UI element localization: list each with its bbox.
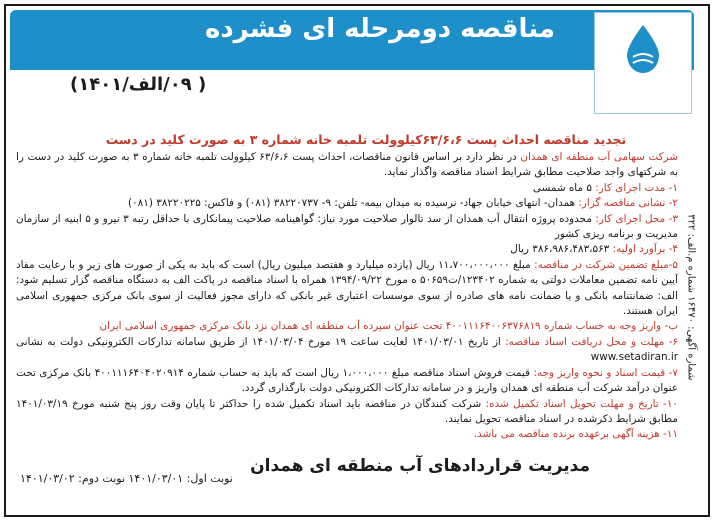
- paragraph-lead: شرکت سهامی آب منطقه ای همدان: [520, 151, 678, 163]
- side-note-text: شماره آگهی: ۱۶۴۷۰ شماره م.الف: ۳۲۲: [685, 214, 697, 381]
- tender-number: ( ۰۹/الف/۱۴۰۱): [70, 74, 207, 95]
- paragraph-text: مبلغ ۱۱،۷۰۰،۰۰۰،۰۰۰ ریال (یازده میلیارد و هفتصد میلیون ریال) است که باید به یکی از صورت های زیر و با رعایت مفاد آیین نامه تضمین معاملات دولتی به شماره ۱۲۳۴۰۲/ت۵۰۶۵۹ ه مورخ ۱۳۹۴/۰۹/۲۲ همراه با اسناد مناقصه در پاکت الف به دستگاه مناقصه گزار تسلیم شود: الف: ضمانتنامه بانکی و یا ضمانت نامه های صادره از سوی موسسات اعتباری غیر بانکی که دارای مجوز فعالیت از سوی بانک مرکزی جمهوری اسلامی ایران هستند.: [16, 258, 679, 318]
- organization-logo: [594, 12, 692, 114]
- ad-paragraph: [16, 319, 678, 334]
- paragraph-lead: ب- واریز وجه به حساب شماره ۴۰۰۱۱۱۶۴۰۰۶۳۷۶۸۱۹ تحت عنوان سپرده آب منطقه ای همدان نزد بانک مرکزی جمهوری اسلامی ایران: [99, 320, 678, 333]
- paragraph-lead: ۷- قیمت اسناد و نحوه واریز وجه:: [533, 366, 678, 379]
- ad-paragraph: [16, 397, 678, 428]
- ad-paragraph: [16, 212, 678, 243]
- paragraph-text: محدوده پروژه انتقال آب همدان از سد تالوار صلاحیت مورد نیاز: گواهینامه صلاحیت پیمانکاری با حداقل رتبه ۳ نیرو و ۵ ابنیه از سازمان مدیریت و برنامه ریزی کشور: [16, 212, 678, 241]
- footer-title: مدیریت قراردادهای آب منطقه ای همدان: [250, 456, 590, 476]
- ad-paragraph: [16, 335, 678, 366]
- paragraph-lead: ۵-مبلغ تضمین شرکت در مناقصه:: [534, 258, 678, 271]
- paragraph-text: ۵ ماه شمسی: [532, 181, 596, 194]
- water-drop-icon: [621, 23, 665, 75]
- paragraph-text: ۳۸۶،۹۸۶،۴۸۳،۵۶۳ ریال: [510, 243, 613, 256]
- tender-heading: تجدید مناقصه احداث پست ۶۳/۶،۶کیلوولت تلمبه خانه شماره ۳ به صورت کلید در دست: [105, 132, 627, 147]
- ad-paragraph: [16, 150, 678, 181]
- paragraph-text: همدان- انتهای خیابان جهاد- نرسیده به میدان بیمه- تلفن: ۹- ۳۸۲۲۰۷۳۷ (۰۸۱) و فاکس: ۳۸۲۲۰۲۲۵ (۰۸۱): [128, 197, 579, 210]
- publication-dates: نوبت اول: ۱۴۰۱/۰۳/۰۱ نوبت دوم: ۱۴۰۱/۰۳/۰۲: [20, 472, 233, 485]
- paragraph-lead: ۴- برآورد اولیه:: [612, 243, 678, 256]
- ad-paragraph: [16, 196, 678, 211]
- paragraph-text: از تاریخ ۱۴۰۱/۰۳/۰۱ لغایت ساعت ۱۹ مورخ ۱۴۰۱/۰۳/۰۴ از طریق سامانه تدارکات الکترونیکی دولت به نشانی www.setadiran.ir: [16, 335, 678, 364]
- ad-paragraph: [16, 427, 678, 442]
- paragraph-lead: ۶- مهلت و محل دریافت اسناد مناقصه:: [505, 335, 679, 348]
- ad-paragraph: [16, 181, 678, 196]
- paragraph-text: قیمت فروش اسناد مناقصه مبلغ ۱،۰۰۰،۰۰۰ ریال است که باید به حساب شماره ۴۰۰۱۱۱۶۴۰۴۰۲۰۹۱۴ بانک مرکزی تحت عنوان درآمد شرکت آب منطقه ای همدان واریز و در سامانه تدارکات الکترونیکی دولت بارگذاری گردد.: [16, 366, 678, 395]
- paragraph-lead: ۱۰- تاریخ و مهلت تحویل اسناد تکمیل شده:: [485, 397, 678, 410]
- paragraph-lead: ۱۱- هزینه آگهی برعهده برنده مناقصه می باشد.: [473, 428, 678, 441]
- ad-title: مناقصه دومرحله ای فشرده: [204, 14, 556, 44]
- ad-body: [16, 150, 678, 443]
- paragraph-lead: ۲- نشانی مناقصه گزار:: [578, 197, 678, 210]
- paragraph-lead: ۳- محل اجرای کار:: [595, 212, 678, 225]
- ad-paragraph: [16, 242, 678, 257]
- paragraph-text: در نظر دارد بر اساس قانون مناقصات، احداث پست ۶۳/۶،۶ کیلوولت تلمبه خانه شماره ۳ به صورت کلید در دست را به شرکتهای واجد صلاحیت مطابق شرایط اسناد مناقصه واگذار نماید.: [16, 151, 678, 179]
- paragraph-text: شرکت کنندگان در مناقصه باید اسناد تکمیل شده را حداکثر تا پایان وقت روز پنج شنبه مورخ ۱۴۰۱/۰۳/۱۹ مطابق شرایط ذکرشده در اسناد مناقصه تحویل نمایند.: [16, 397, 678, 425]
- ad-paragraph: [16, 258, 678, 320]
- paragraph-lead: ۱- مدت اجرای کار:: [595, 181, 678, 194]
- ad-paragraph: [16, 366, 678, 397]
- side-note: [682, 140, 700, 390]
